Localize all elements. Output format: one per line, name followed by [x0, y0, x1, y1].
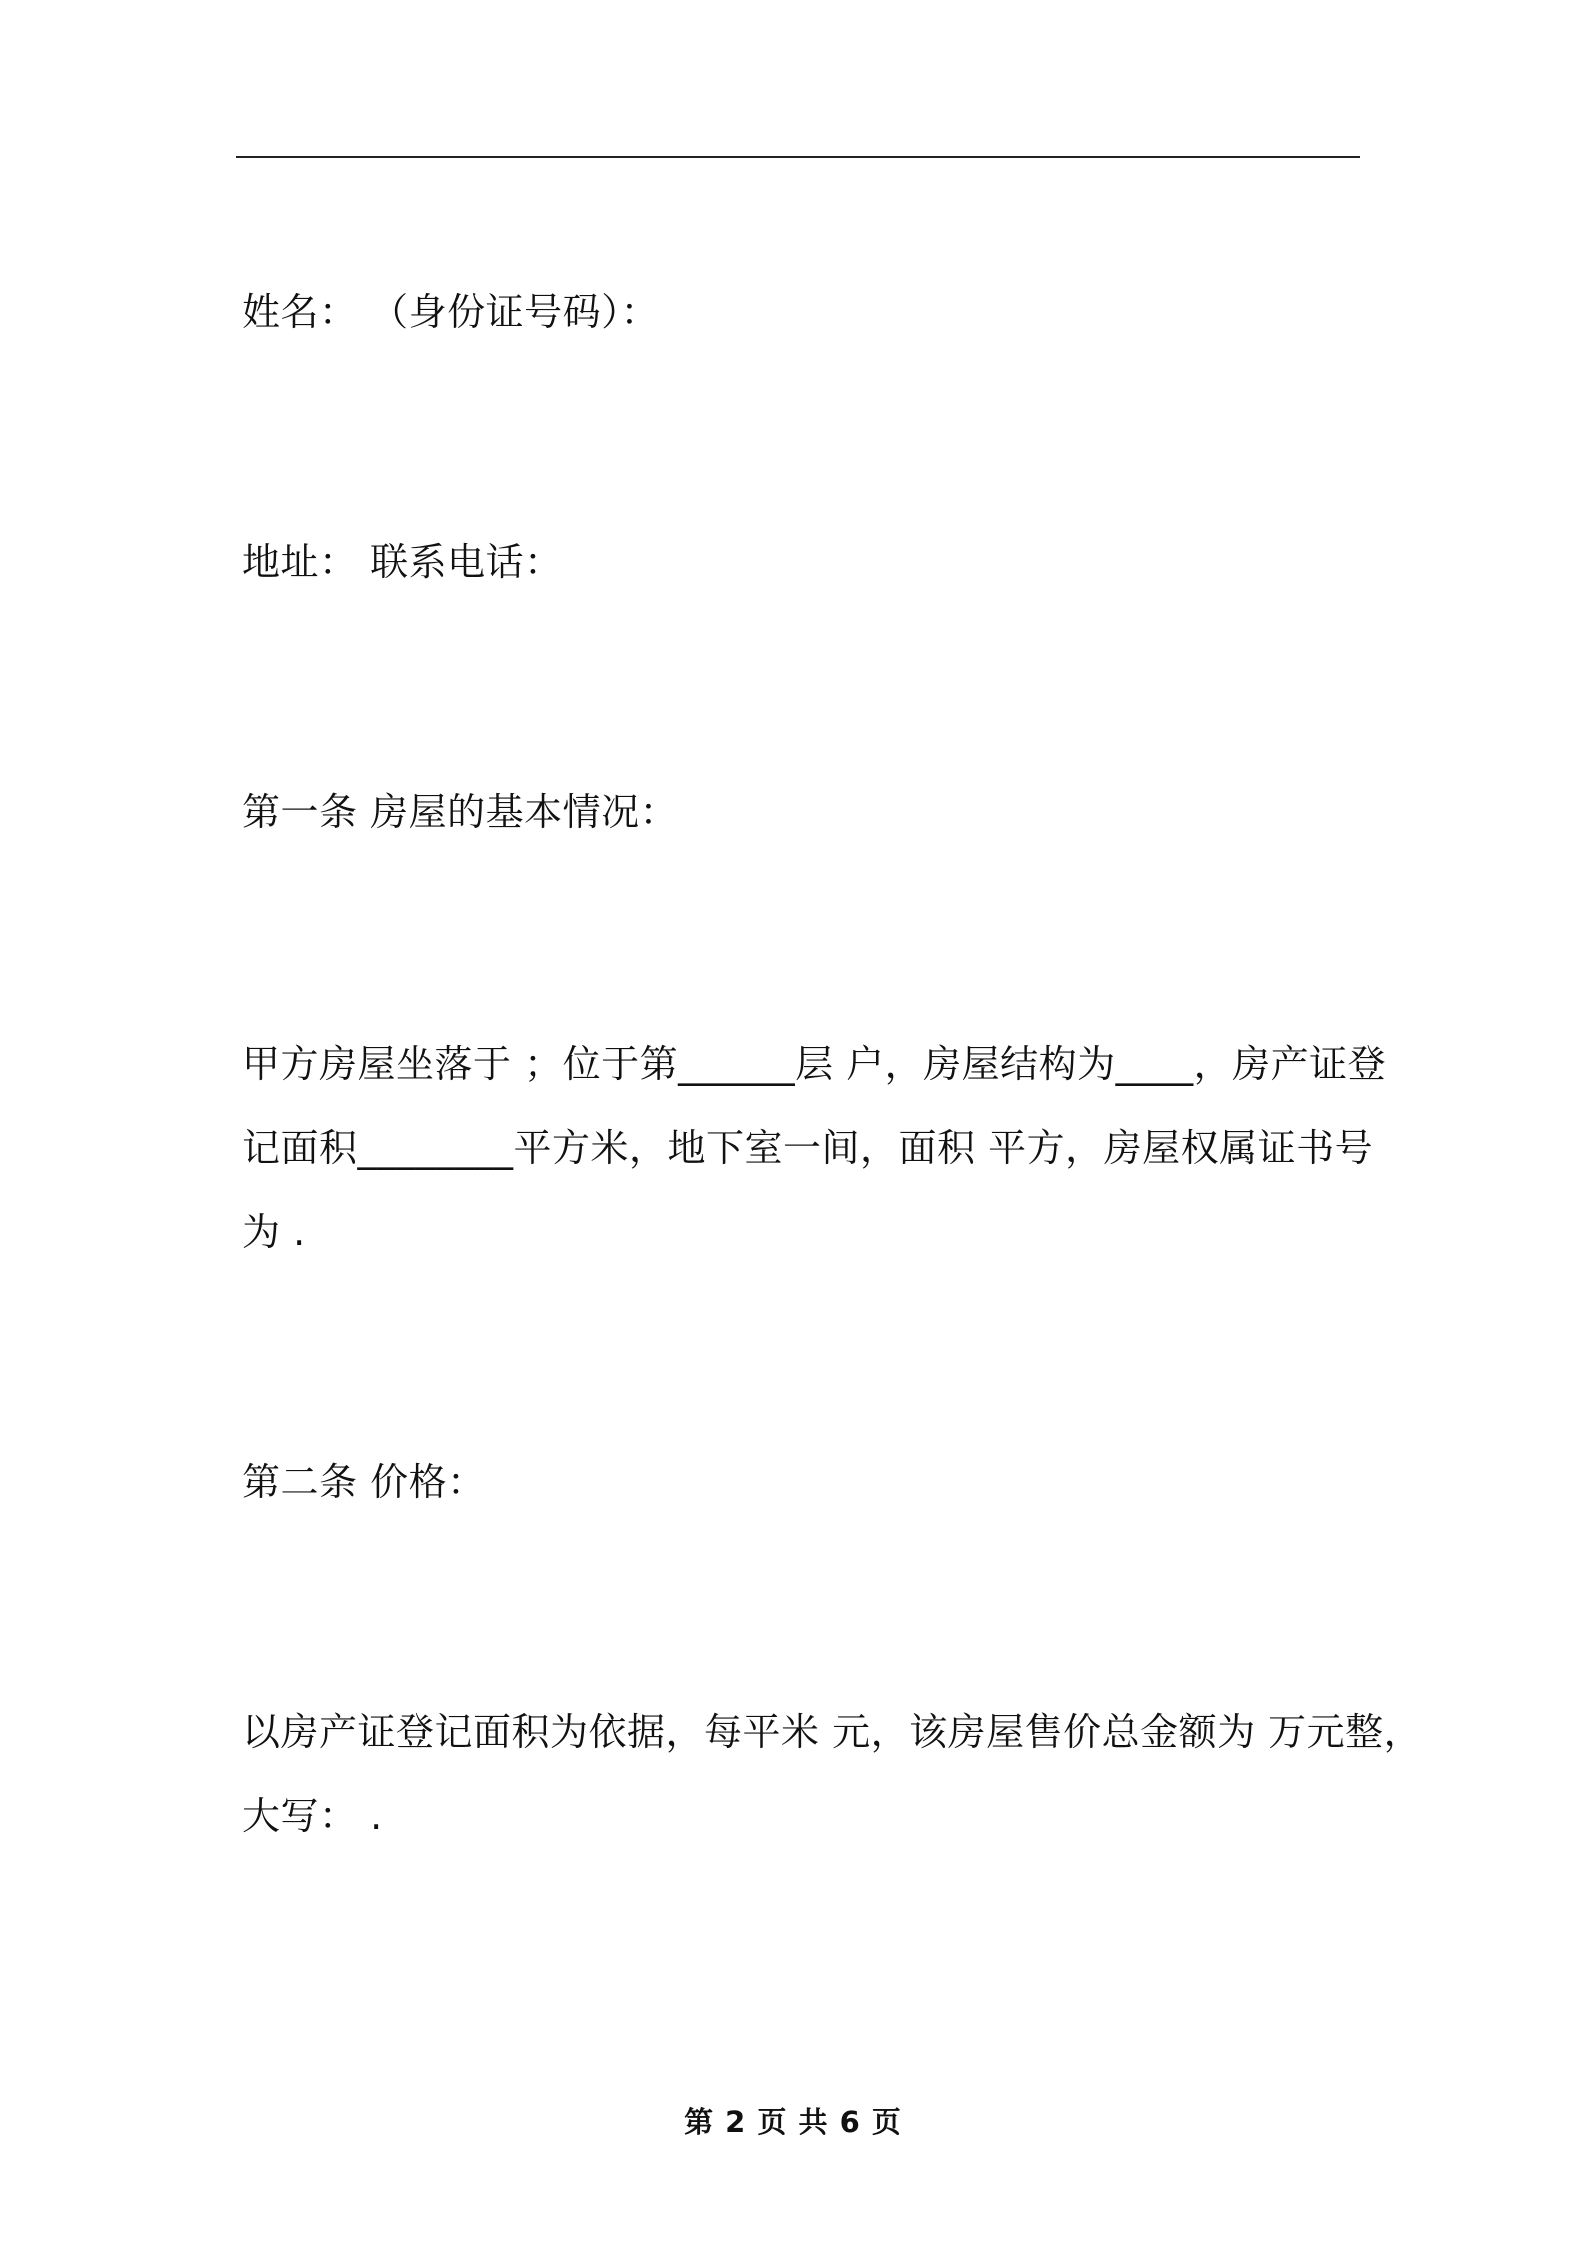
article-1-line-1: 甲方房屋坐落于 ；位于第______层 户，房屋结构为____，房产证登 [242, 1042, 1387, 1086]
article-2-heading: 第二条 价格： [242, 1460, 486, 1504]
page-number-footer: 第 2 页 共 6 页 [684, 2105, 902, 2139]
article-1-line-2: 记面积________平方米，地下室一间，面积 平方，房屋权属证书号 [242, 1126, 1374, 1170]
party-name-id-line: 姓名： （身份证号码）： [242, 290, 660, 334]
party-address-phone-line: 地址： 联系电话： [242, 540, 563, 584]
article-2-line-1: 以房产证登记面积为依据，每平米 元，该房屋售价总金额为 万元整， [242, 1710, 1423, 1754]
article-1-paragraph [242, 1022, 1387, 1274]
article-1-line-3: 为 . [242, 1210, 306, 1254]
article-1-heading: 第一条 房屋的基本情况： [242, 790, 679, 834]
article-2-line-2: 大写： . [242, 1794, 383, 1838]
article-2-paragraph [242, 1690, 1423, 1858]
header-rule [236, 156, 1360, 158]
